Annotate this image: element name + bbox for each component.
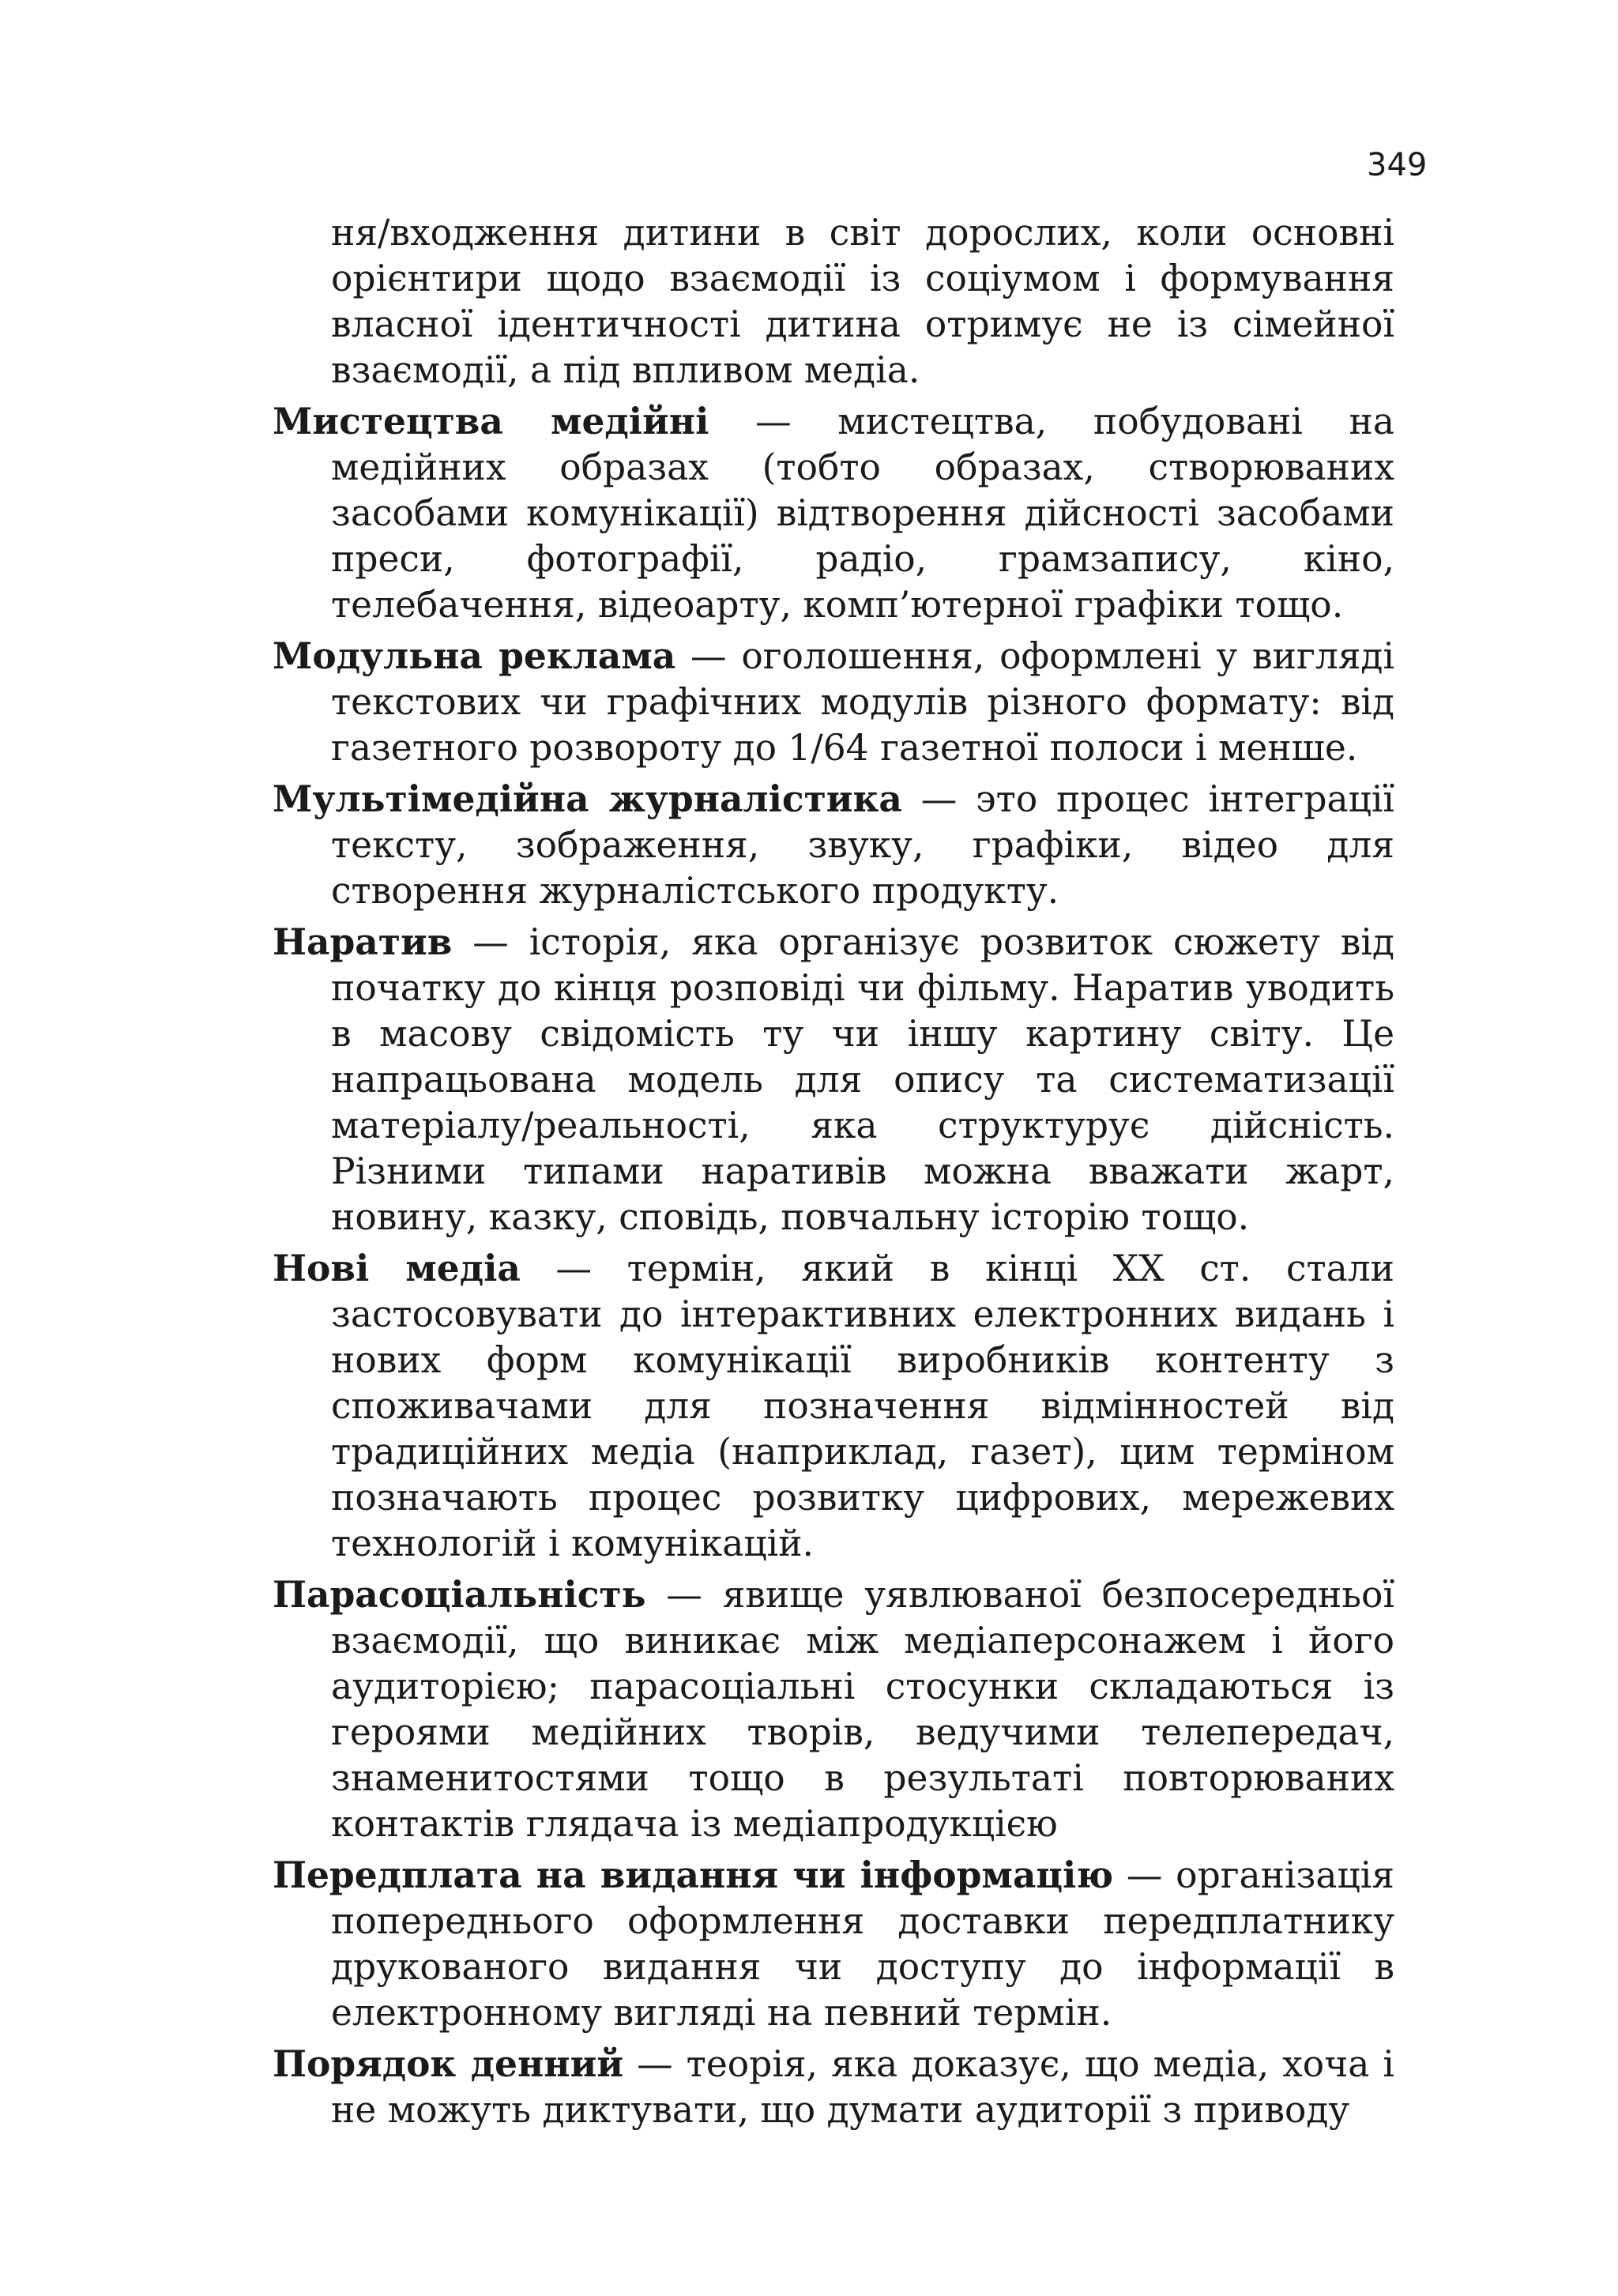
glossary-entry — [273, 919, 1394, 1240]
glossary-term: Парасоціальність — [273, 1573, 646, 1616]
glossary-definition: — історія, яка організує розвиток сюжету від початку до кінця розповіді чи фільму. Наратив уводить в масову свідомість ту чи іншу картину світу. Це напрацьована модель для опису та систематизації матеріалу/реальності, яка структурує дійсність. Різними типами наративів можна вважати жарт, новину, казку, сповідь, повчальну історію тощо. — [331, 921, 1394, 1238]
glossary-entry — [273, 2041, 1394, 2133]
glossary-entry — [273, 1571, 1394, 1847]
glossary-definition: — організація попереднього оформлення доставки передплатнику друкованого видання чи доступу до інформації в електронному вигляді на певний термін. — [331, 1854, 1395, 2034]
glossary-entry — [273, 1245, 1394, 1567]
glossary-term: Передплата на видання чи інформацію — [273, 1854, 1113, 1896]
glossary-term: Мистецтва медійні — [273, 400, 709, 442]
glossary-definition: — теорія, яка доказує, що медіа, хоча і не можуть диктувати, що думати аудиторії з приводу — [331, 2043, 1394, 2131]
glossary-entry — [273, 633, 1394, 771]
glossary-definition: — мистецтва, побудовані на медійних образах (тобто образах, створюваних засобами комунікації) відтворення дійсності засобами преси, фотографії, радіо, грамзапису, кіно, телебачення, відеоарту, комп’ютерної графіки тощо. — [331, 401, 1395, 626]
glossary-definition: — термін, який в кінці XX ст. стали застосовувати до інтерактивних електронних видань і нових форм комунікації виробників контенту з споживачами для позначення відмінностей від традиційних медіа (наприклад, газет), цим терміном позначають процес розвитку цифрових, мережевих технологій і комунікацій. — [331, 1248, 1394, 1564]
page-number: 349 — [1367, 147, 1428, 183]
glossary-entry — [273, 776, 1394, 914]
glossary-term: Нові медіа — [273, 1247, 521, 1289]
glossary-term: Модульна реклама — [273, 634, 676, 677]
glossary-term: Наратив — [273, 920, 453, 963]
glossary-entry — [273, 1852, 1394, 2036]
continuation-paragraph: ня/входження дитини в світ дорослих, коли основні орієнтири щодо взаємодії із соціумом і формування власної ідентичності дитина отримує не із сімейної взаємодії, а під впливом медіа. — [331, 212, 1394, 391]
glossary-definition: — явище уявлюваної безпосередньої взаємодії, що виникає між медіаперсонажем і його аудиторією; парасоціальні стосунки складаються із героями медійних творів, ведучими телепередач, знаменитостями тощо в результаті повторюваних контактів глядача із медіапродукцією — [331, 1574, 1394, 1845]
glossary-text — [273, 210, 1394, 2138]
glossary-term: Мультімедійна журналістика — [273, 777, 902, 820]
glossary-entry — [273, 398, 1394, 628]
glossary-definition: — оголошення, оформлені у вигляді текстових чи графічних модулів різного формату: від газетного розвороту до 1/64 газетної полоси і менше. — [331, 635, 1394, 769]
glossary-definition: — это процес інтеграції тексту, зображення, звуку, графіки, відео для створення журналістського продукту. — [331, 778, 1394, 912]
glossary-term: Порядок денний — [273, 2042, 624, 2085]
